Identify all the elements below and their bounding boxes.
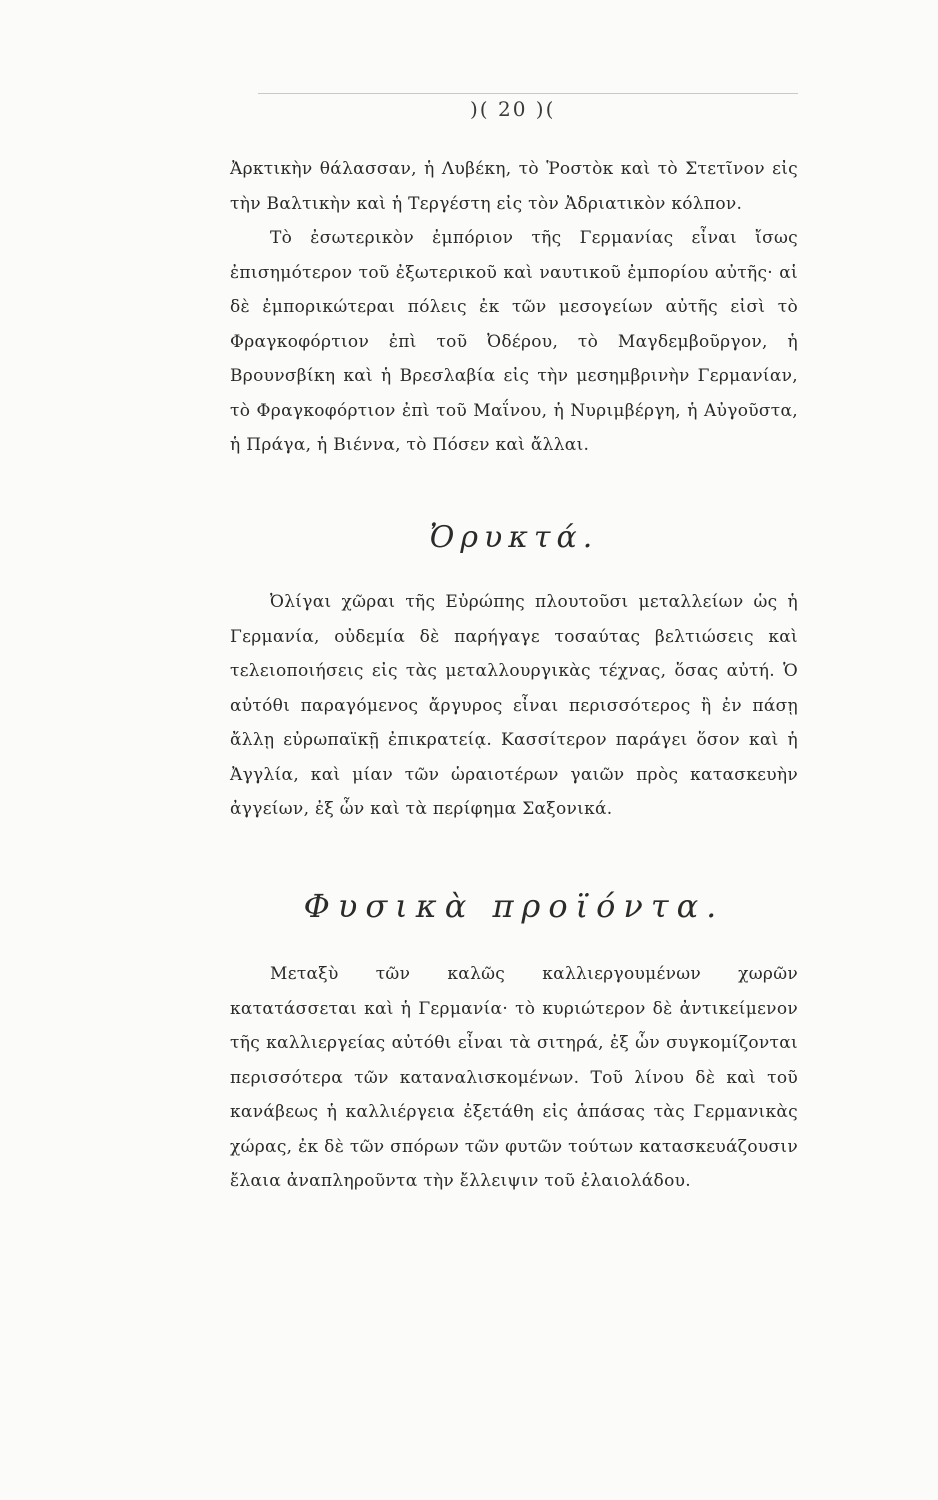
paragraph-trade-ports: Ἀρκτικὴν θάλασσαν, ἡ Λυβέκη, τὸ Ῥοστὸκ καὶ τὸ Στετῖνον εἰς τὴν Βαλτικὴν καὶ ἡ Τεργέστη εἰς τὸν Ἀδριατικὸν κόλπον. — [230, 159, 798, 214]
section-minerals — [230, 585, 798, 827]
header-rule — [258, 93, 798, 94]
page-number: )( 20 )( — [470, 97, 556, 121]
section-trade — [230, 152, 798, 463]
paragraph-minerals: Ὀλίγαι χῶραι τῆς Εὐρώπης πλουτοῦσι μεταλλείων ὡς ἡ Γερμανία, οὐδεμία δὲ παρήγαγε τοσαύτας βελτιώσεις καὶ τελειοποιήσεις εἰς τὰς μεταλλουργικὰς τέχνας, ὅσας αὐτή. Ὁ αὐτόθι παραγόμενος ἄργυρος εἶναι περισσότερος ἢ ἐν πάσῃ ἄλλῃ εὐρωπαϊκῇ ἐπικρατείᾳ. Κασσίτερον παράγει ὅσον καὶ ἡ Ἀγγλία, καὶ μίαν τῶν ὡραιοτέρων γαιῶν πρὸς κατασκευὴν ἀγγείων, ἐξ ὧν καὶ τὰ περίφημα Σαξονικά. — [230, 592, 798, 819]
heading-natural-products: Φυσικὰ προϊόντα. — [303, 887, 725, 925]
paragraph-internal-trade: Τὸ ἐσωτερικὸν ἐμπόριον τῆς Γερμανίας εἶναι ἴσως ἐπισημότερον τοῦ ἐξωτερικοῦ καὶ ναυτικοῦ ἐμπορίου αὐτῆς· αἱ δὲ ἐμπορικώτεραι πόλεις ἐκ τῶν μεσογείων αὐτῆς εἰσὶ τὸ Φραγκοφόρτιον ἐπὶ τοῦ Ὀδέρου, τὸ Μαγδεμβοῦργον, ἡ Βρουνσβίκη καὶ ἡ Βρεσλαβία εἰς τὴν μεσημβρινὴν Γερμανίαν, τὸ Φραγκοφόρτιον ἐπὶ τοῦ Μαΐνου, ἡ Νυριμβέργη, ἡ Αὐγοῦστα, ἡ Πράγα, ἡ Βιέννα, τὸ Πόσεν καὶ ἄλλαι. — [230, 228, 798, 455]
heading-minerals: Ὀρυκτά. — [429, 520, 599, 555]
paragraph-agriculture: Μεταξὺ τῶν καλῶς καλλιεργουμένων χωρῶν κατατάσσεται καὶ ἡ Γερμανία· τὸ κυριώτερον δὲ ἀντικείμενον τῆς καλλιεργείας αὐτόθι εἶναι τὰ σιτηρά, ἐξ ὧν συγκομίζονται περισσότερα τῶν καταναλισκομένων. Τοῦ λίνου δὲ καὶ τοῦ κανάβεως ἡ καλλιέργεια ἐξετάθη εἰς ἁπάσας τὰς Γερμανικὰς χώρας, ἐκ δὲ τῶν σπόρων τῶν φυτῶν τούτων κατασκευάζουσιν ἔλαια ἀναπληροῦντα τὴν ἔλλειψιν τοῦ ἐλαιολάδου. — [230, 964, 798, 1191]
section-natural-products — [230, 957, 798, 1199]
